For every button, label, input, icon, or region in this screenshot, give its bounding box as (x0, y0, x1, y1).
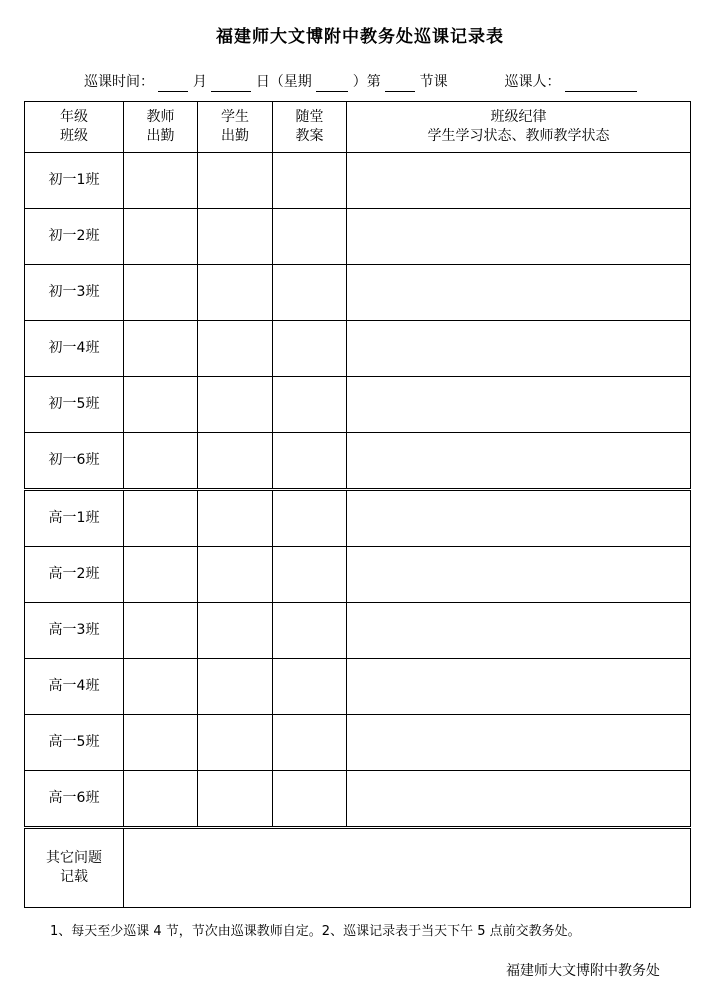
teacher-attendance-cell[interactable] (124, 490, 198, 547)
period-label: 节课 (419, 74, 448, 90)
other-issues-input[interactable] (124, 828, 691, 908)
header-grade-line2: 班级 (60, 128, 88, 144)
discipline-cell[interactable] (347, 771, 691, 828)
teacher-attendance-cell[interactable] (124, 547, 198, 603)
lesson-plan-cell[interactable] (273, 771, 347, 828)
student-attendance-cell[interactable] (198, 771, 273, 828)
weekday-close-label: ）第 (352, 74, 381, 90)
class-name-cell: 高一6班 (25, 771, 124, 828)
day-input[interactable] (211, 75, 251, 92)
table-row (25, 659, 691, 715)
class-name-cell: 初一2班 (25, 209, 124, 265)
header-student-line1: 学生 (221, 109, 249, 125)
weekday-input[interactable] (316, 75, 348, 92)
form-title: 福建师大文博附中教务处巡课记录表 (216, 27, 504, 47)
table-row (25, 321, 691, 377)
header-student-attendance (198, 102, 273, 153)
teacher-attendance-cell[interactable] (124, 715, 198, 771)
other-issues-label (25, 828, 124, 908)
lesson-plan-cell[interactable] (273, 153, 347, 209)
inspection-info-line (84, 72, 637, 94)
lesson-plan-cell[interactable] (273, 321, 347, 377)
table-row (25, 433, 691, 490)
weekday-open-label: 日（星期 (255, 74, 312, 90)
header-row (25, 102, 691, 153)
student-attendance-cell[interactable] (198, 209, 273, 265)
lesson-plan-cell[interactable] (273, 265, 347, 321)
table-row (25, 715, 691, 771)
inspector-input[interactable] (565, 75, 637, 92)
header-teacher-line1: 教师 (146, 109, 175, 125)
teacher-attendance-cell[interactable] (124, 209, 198, 265)
student-attendance-cell[interactable] (198, 603, 273, 659)
table-row (25, 377, 691, 433)
student-attendance-cell[interactable] (198, 490, 273, 547)
table-row (25, 771, 691, 828)
other-issues-row (25, 828, 691, 908)
class-name-cell: 高一1班 (25, 490, 124, 547)
student-attendance-cell[interactable] (198, 321, 273, 377)
class-name-cell: 初一5班 (25, 377, 124, 433)
table-row (25, 209, 691, 265)
lesson-plan-cell[interactable] (273, 490, 347, 547)
class-name-cell: 初一1班 (25, 153, 124, 209)
time-label: 巡课时间： (84, 74, 154, 90)
month-label: 月 (192, 74, 207, 90)
discipline-cell[interactable] (347, 715, 691, 771)
student-attendance-cell[interactable] (198, 659, 273, 715)
table-row (25, 490, 691, 547)
lesson-plan-cell[interactable] (273, 433, 347, 490)
discipline-cell[interactable] (347, 603, 691, 659)
header-lesson-line2: 教案 (295, 128, 324, 144)
teacher-attendance-cell[interactable] (124, 659, 198, 715)
class-name-cell: 初一3班 (25, 265, 124, 321)
header-student-line2: 出勤 (221, 128, 249, 144)
discipline-cell[interactable] (347, 433, 691, 490)
discipline-cell[interactable] (347, 377, 691, 433)
class-name-cell: 高一4班 (25, 659, 124, 715)
class-name-cell: 高一3班 (25, 603, 124, 659)
lesson-plan-cell[interactable] (273, 209, 347, 265)
header-grade-line1: 年级 (60, 109, 88, 125)
lesson-plan-cell[interactable] (273, 715, 347, 771)
discipline-cell[interactable] (347, 153, 691, 209)
discipline-cell[interactable] (347, 490, 691, 547)
signature: 福建师大文博附中教务处 (506, 963, 660, 979)
header-teacher-attendance (124, 102, 198, 153)
student-attendance-cell[interactable] (198, 547, 273, 603)
discipline-cell[interactable] (347, 659, 691, 715)
header-lesson-line1: 随堂 (295, 109, 324, 125)
class-name-cell: 初一4班 (25, 321, 124, 377)
table-row (25, 547, 691, 603)
inspector-label: 巡课人： (504, 74, 561, 90)
header-teacher-line2: 出勤 (146, 128, 175, 144)
footnote: 1、每天至少巡课 4 节，节次由巡课教师自定。2、巡课记录表于当天下午 5 点前交教务处。 (50, 924, 581, 939)
class-name-cell: 高一5班 (25, 715, 124, 771)
teacher-attendance-cell[interactable] (124, 265, 198, 321)
teacher-attendance-cell[interactable] (124, 377, 198, 433)
header-discipline (347, 102, 691, 153)
student-attendance-cell[interactable] (198, 715, 273, 771)
header-discipline-line1: 班级纪律 (490, 109, 547, 125)
table-row (25, 265, 691, 321)
class-name-cell: 高一2班 (25, 547, 124, 603)
inspection-table (24, 101, 691, 908)
header-discipline-line2: 学生学习状态、教师教学状态 (427, 128, 610, 144)
class-name-cell: 初一6班 (25, 433, 124, 490)
student-attendance-cell[interactable] (198, 265, 273, 321)
month-input[interactable] (158, 75, 188, 92)
period-input[interactable] (385, 75, 415, 92)
discipline-cell[interactable] (347, 265, 691, 321)
discipline-cell[interactable] (347, 321, 691, 377)
discipline-cell[interactable] (347, 209, 691, 265)
teacher-attendance-cell[interactable] (124, 153, 198, 209)
lesson-plan-cell[interactable] (273, 547, 347, 603)
student-attendance-cell[interactable] (198, 153, 273, 209)
student-attendance-cell[interactable] (198, 377, 273, 433)
lesson-plan-cell[interactable] (273, 603, 347, 659)
student-attendance-cell[interactable] (198, 433, 273, 490)
lesson-plan-cell[interactable] (273, 377, 347, 433)
teacher-attendance-cell[interactable] (124, 603, 198, 659)
discipline-cell[interactable] (347, 547, 691, 603)
header-grade-class (25, 102, 124, 153)
table-row (25, 153, 691, 209)
header-lesson-plan (273, 102, 347, 153)
other-issues-line1: 其它问题 (46, 850, 102, 866)
lesson-plan-cell[interactable] (273, 659, 347, 715)
teacher-attendance-cell[interactable] (124, 321, 198, 377)
other-issues-line2: 记载 (60, 869, 88, 885)
table-row (25, 603, 691, 659)
teacher-attendance-cell[interactable] (124, 771, 198, 828)
teacher-attendance-cell[interactable] (124, 433, 198, 490)
